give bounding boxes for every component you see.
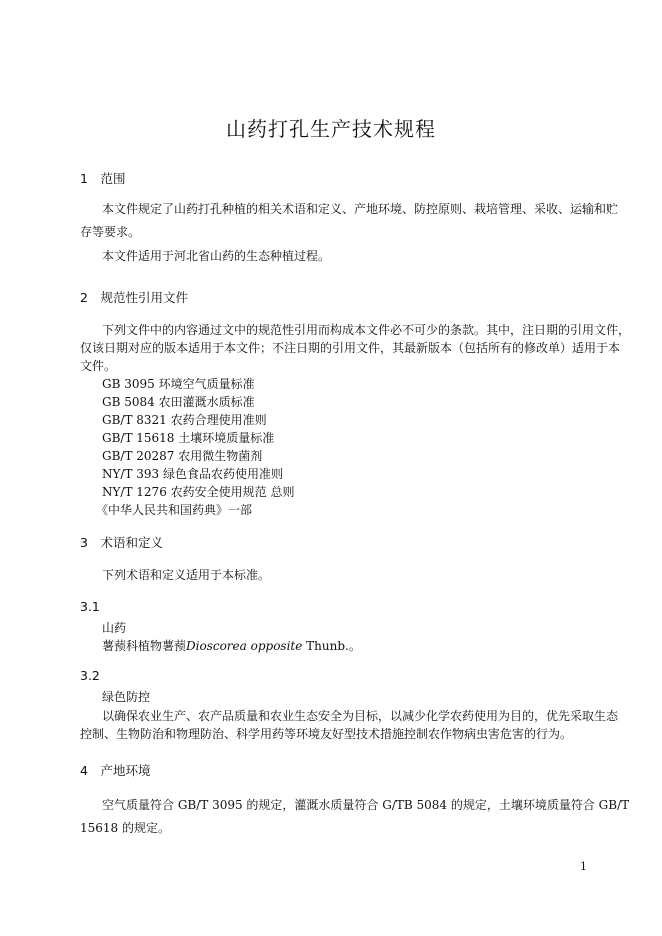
section-1-paragraph-1-line-2: 存等要求。 <box>80 225 141 239</box>
term-3-1-definition <box>102 637 361 654</box>
reference-item: NY/T 393 绿色食品农药使用准则 <box>102 467 284 481</box>
term-3-1-definition-post: Thunb.。 <box>302 639 361 653</box>
section-2-paragraph-line-1: 下列文件中的内容通过文中的规范性引用而构成本文件必不可少的条款。其中，注日期的引用文件， <box>102 323 631 337</box>
term-3-2-number: 3.2 <box>80 668 100 683</box>
section-1-paragraph-2: 本文件适用于河北省山药的生态种植过程。 <box>102 249 331 263</box>
term-3-2-name: 绿色防控 <box>102 690 151 704</box>
section-4-heading: 4 产地环境 <box>80 763 151 778</box>
section-2-paragraph-line-2: 仅该日期对应的版本适用于本文件；不注日期的引用文件，其最新版本（包括所有的修改单）适用于本 <box>80 341 621 355</box>
term-3-1-definition-pre: 薯蓣科植物薯蓣 <box>102 639 187 653</box>
section-4-paragraph-line-2: 15618 的规定。 <box>80 821 170 835</box>
reference-item: GB/T 8321 农药合理使用准则 <box>102 413 267 427</box>
section-4-paragraph-line-1: 空气质量符合 GB/T 3095 的规定，灌溉水质量符合 G/TB 5084 的规定，土壤环境质量符合 GB/T <box>102 798 630 812</box>
section-1-heading: 1 范围 <box>80 171 126 186</box>
section-3-heading: 3 术语和定义 <box>80 535 163 550</box>
term-3-1-name: 山药 <box>102 621 127 635</box>
document-title: 山药打孔生产技术规程 <box>226 117 436 141</box>
term-3-2-definition-line-2: 控制、生物防治和物理防治、科学用药等环境友好型技术措施控制农作物病虫害危害的行为。 <box>80 727 573 741</box>
reference-item: GB/T 20287 农用微生物菌剂 <box>102 449 263 463</box>
reference-item: GB 5084 农田灌溉水质标准 <box>102 395 255 409</box>
page-number: 1 <box>580 860 587 873</box>
section-1-paragraph-1-line-1: 本文件规定了山药打孔种植的相关术语和定义、产地环境、防控原则、栽培管理、采收、运输和贮 <box>102 202 619 216</box>
term-3-1-number: 3.1 <box>80 599 100 614</box>
section-3-paragraph: 下列术语和定义适用于本标准。 <box>102 568 271 582</box>
reference-item: NY/T 1276 农药安全使用规范 总则 <box>102 485 295 499</box>
reference-item: 《中华人民共和国药典》一部 <box>96 503 253 517</box>
term-3-1-latin-name: Dioscorea opposite <box>186 639 303 653</box>
reference-item: GB 3095 环境空气质量标准 <box>102 377 255 391</box>
section-2-paragraph-line-3: 文件。 <box>80 359 117 373</box>
reference-item: GB/T 15618 土壤环境质量标准 <box>102 431 275 445</box>
term-3-2-definition-line-1: 以确保农业生产、农产品质量和农业生态安全为目标，以减少化学农药使用为目的，优先采取生态 <box>102 709 619 723</box>
section-2-heading: 2 规范性引用文件 <box>80 290 188 305</box>
